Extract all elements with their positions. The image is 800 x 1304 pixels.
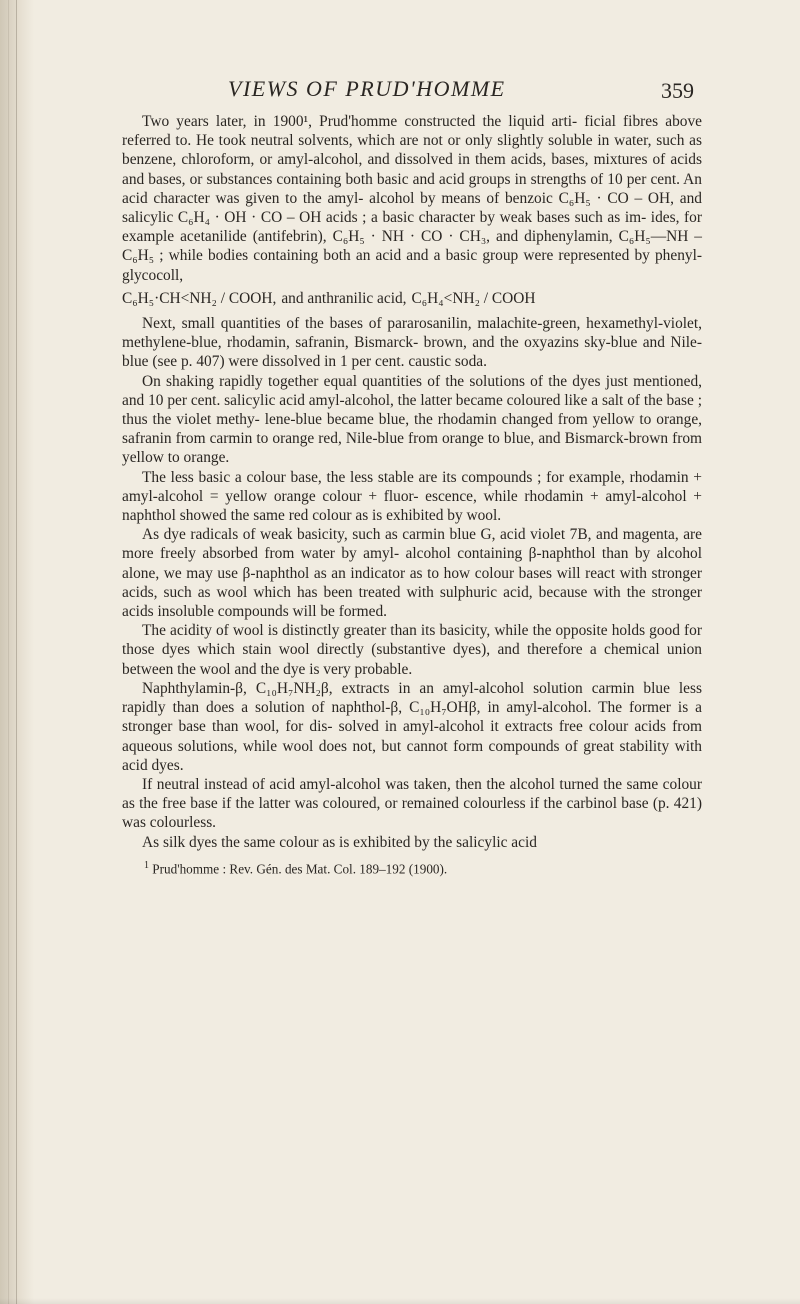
formula-line [122,289,702,308]
footnote-marker: 1 [144,859,149,871]
anthranilic-acid-formula: C₆H₄<NH₂ / COOH [411,289,536,307]
paragraph-1: Two years later, in 1900¹, Prud'homme constructed the liquid arti- ficial fibres above referred to. He took neutral solvents, which are not or only slightly soluble in water, such as benzene, chloroform, or amyl-alcohol, and dissolved in them acids, bases, mixtures of acids and bases, or substances containing both basic and acid groups in strengths of 10 per cent. An acid character was given to the amyl- alcohol by means of benzoic C₆H₅ · CO – OH, and salicylic C₆H₄ · OH · CO – OH acids ; a basic character by weak bases such as im- ides, for example acetanilide (antifebrin), C₆H₅ · NH · CO · CH₃, and diphenylamin, C₆H₅—NH – C₆H₅ ; while bodies containing both an acid and a basic group were represented by phenyl-glycocoll, [122,113,702,284]
paragraph-4: The less basic a colour base, the less stable are its compounds ; for example, rhodamin + amyl-alcohol = yellow orange colour + fluor- escence, while rhodamin + amyl-alcohol + naphthol showed the same red colour as is exhibited by wool. [122,468,702,525]
gutter-line [16,0,17,1304]
phenyl-glycocoll-formula: C₆H₅·CH<NH₂ / COOH, [122,289,277,307]
paragraph-5: As dye radicals of weak basicity, such as carmin blue G, acid violet 7B, and magenta, are more freely absorbed from water by amyl- alcohol containing β-naphthol than by alcohol alone, we may use β-naphthol as an indicator as to how colour bases will react with stronger acids, such as wool which has been treated with sulphuric acid, because with the stronger acids insoluble compounds will be formed. [122,526,702,621]
formula-connector-text: and anthranilic acid, [281,289,407,307]
running-head: VIEWS OF PRUD'HOMME [228,76,506,101]
footnote [122,858,702,877]
paragraph-9: As silk dyes the same colour as is exhibited by the salicylic acid [142,833,537,851]
paragraph-7: Naphthylamin-β, C₁₀H₇NH₂β, extracts in an amyl-alcohol solution carmin blue less rapidly than does a solution of naphthol-β, C₁₀H₇OHβ, in amyl-alcohol. The former is a stronger base than wool, for dis- solved in amyl-alcohol it extracts free colour acids from aqueous solutions, while wool does not, but cannot form compounds of great stability with acid dyes. [122,679,702,774]
binding-gutter [0,0,34,1304]
paragraph-3: On shaking rapidly together equal quantities of the solutions of the dyes just mentioned, and 10 per cent. salicylic acid amyl-alcohol, the latter became coloured like a salt of the base ; thus the violet methy- lene-blue became blue, the rhodamin changed from yellow to orange, safranin from carmin to orange red, Nile-blue from orange to blue, and Bismarck-brown from yellow to orange. [122,372,702,467]
paragraph-8: If neutral instead of acid amyl-alcohol was taken, then the alcohol turned the same colour as the free base if the latter was coloured, or remained colourless if the carbinol base (p. 421) was colourless. [122,775,702,832]
gutter-line-outer [8,0,9,1304]
paragraph-2: Next, small quantities of the bases of pararosanilin, malachite-green, hexamethyl-violet, methylene-blue, rhodamin, safranin, Bismarck- brown, and the oxyazins sky-blue and Nile-blue (see p. 407) were dissolved in 1 per cent. caustic soda. [122,315,702,371]
page-number: 359 [661,78,694,103]
page-body [122,112,702,877]
page-bottom-shade [0,1298,800,1304]
footnote-text: Prud'homme : Rev. Gén. des Mat. Col. 189–192 (1900). [152,861,448,877]
paragraph-6: The acidity of wool is distinctly greater than its basicity, while the opposite holds good for those dyes which stain wool directly (substantive dyes), and therefore a chemical union between the wool and the dye is very probable. [122,622,702,678]
